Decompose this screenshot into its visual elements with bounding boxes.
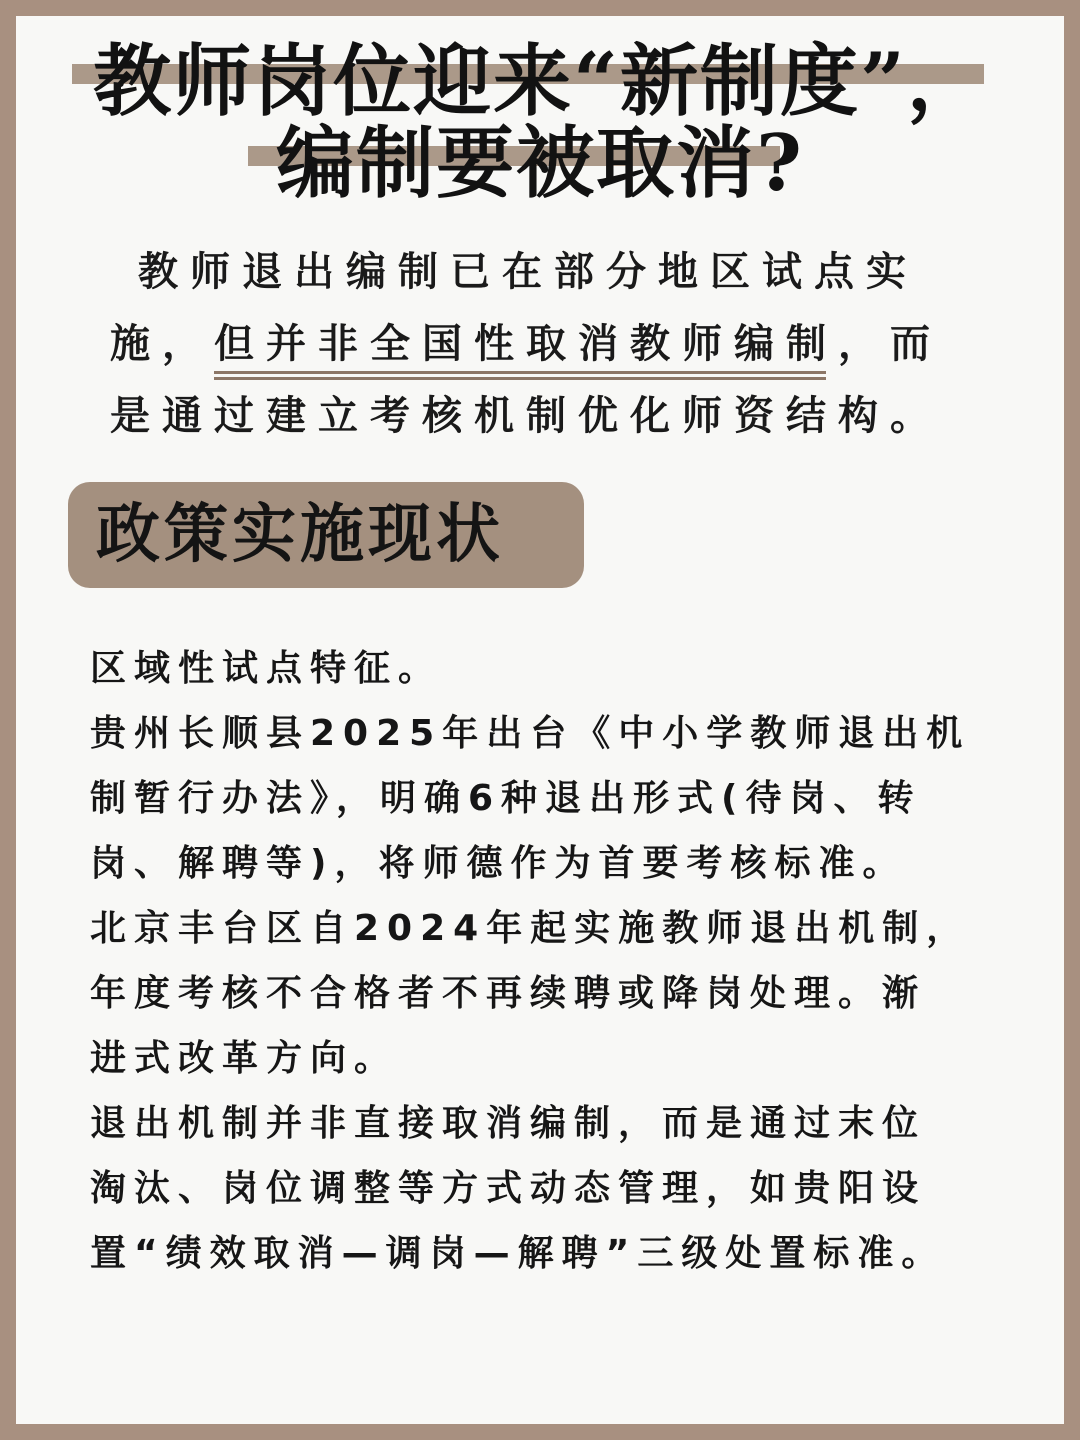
intro-line-2: [110, 308, 990, 380]
body-line: 北京丰台区自2024年起实施教师退出机制，: [90, 908, 971, 949]
intro-paragraph: [110, 236, 990, 452]
section-heading: 政策实施现状: [96, 498, 504, 572]
body-line: 进式改革方向。: [90, 1038, 399, 1079]
title-line-1: [16, 36, 1064, 127]
intro-line-3: 是通过建立考核机制优化师资结构。: [110, 393, 942, 439]
intro-emphasis-underlined: 但并非全国性取消教师编制: [214, 308, 838, 380]
body-line: 年度考核不合格者不再续聘或降岗处理。渐: [90, 973, 927, 1014]
intro-line-1: 教师退出编制已在部分地区试点实: [138, 249, 918, 295]
body-line: 岗、解聘等)，将师德作为首要考核标准。: [90, 843, 907, 884]
body-line: 淘汰、岗位调整等方式动态管理，如贵阳设: [90, 1168, 927, 1209]
note-card: [16, 16, 1064, 1424]
intro-line-2-prefix: 施，: [110, 321, 214, 367]
body-line: 置“绩效取消—调岗—解聘”三级处置标准。: [90, 1233, 946, 1274]
intro-line-2-suffix: ，而: [838, 321, 942, 367]
body-line: 贵州长顺县2025年出台《中小学教师退出机: [90, 713, 971, 754]
title-text-1: 教师岗位迎来“新制度”，: [93, 36, 987, 127]
title-text-2: 编制要被取消?: [276, 118, 804, 209]
body-paragraph: [90, 636, 990, 1286]
body-line: 区域性试点特征。: [90, 648, 443, 689]
title-line-2: [16, 118, 1064, 209]
body-line: 制暂行办法》，明确6种退出形式(待岗、转: [90, 778, 922, 819]
body-line: 退出机制并非直接取消编制，而是通过末位: [90, 1103, 927, 1144]
